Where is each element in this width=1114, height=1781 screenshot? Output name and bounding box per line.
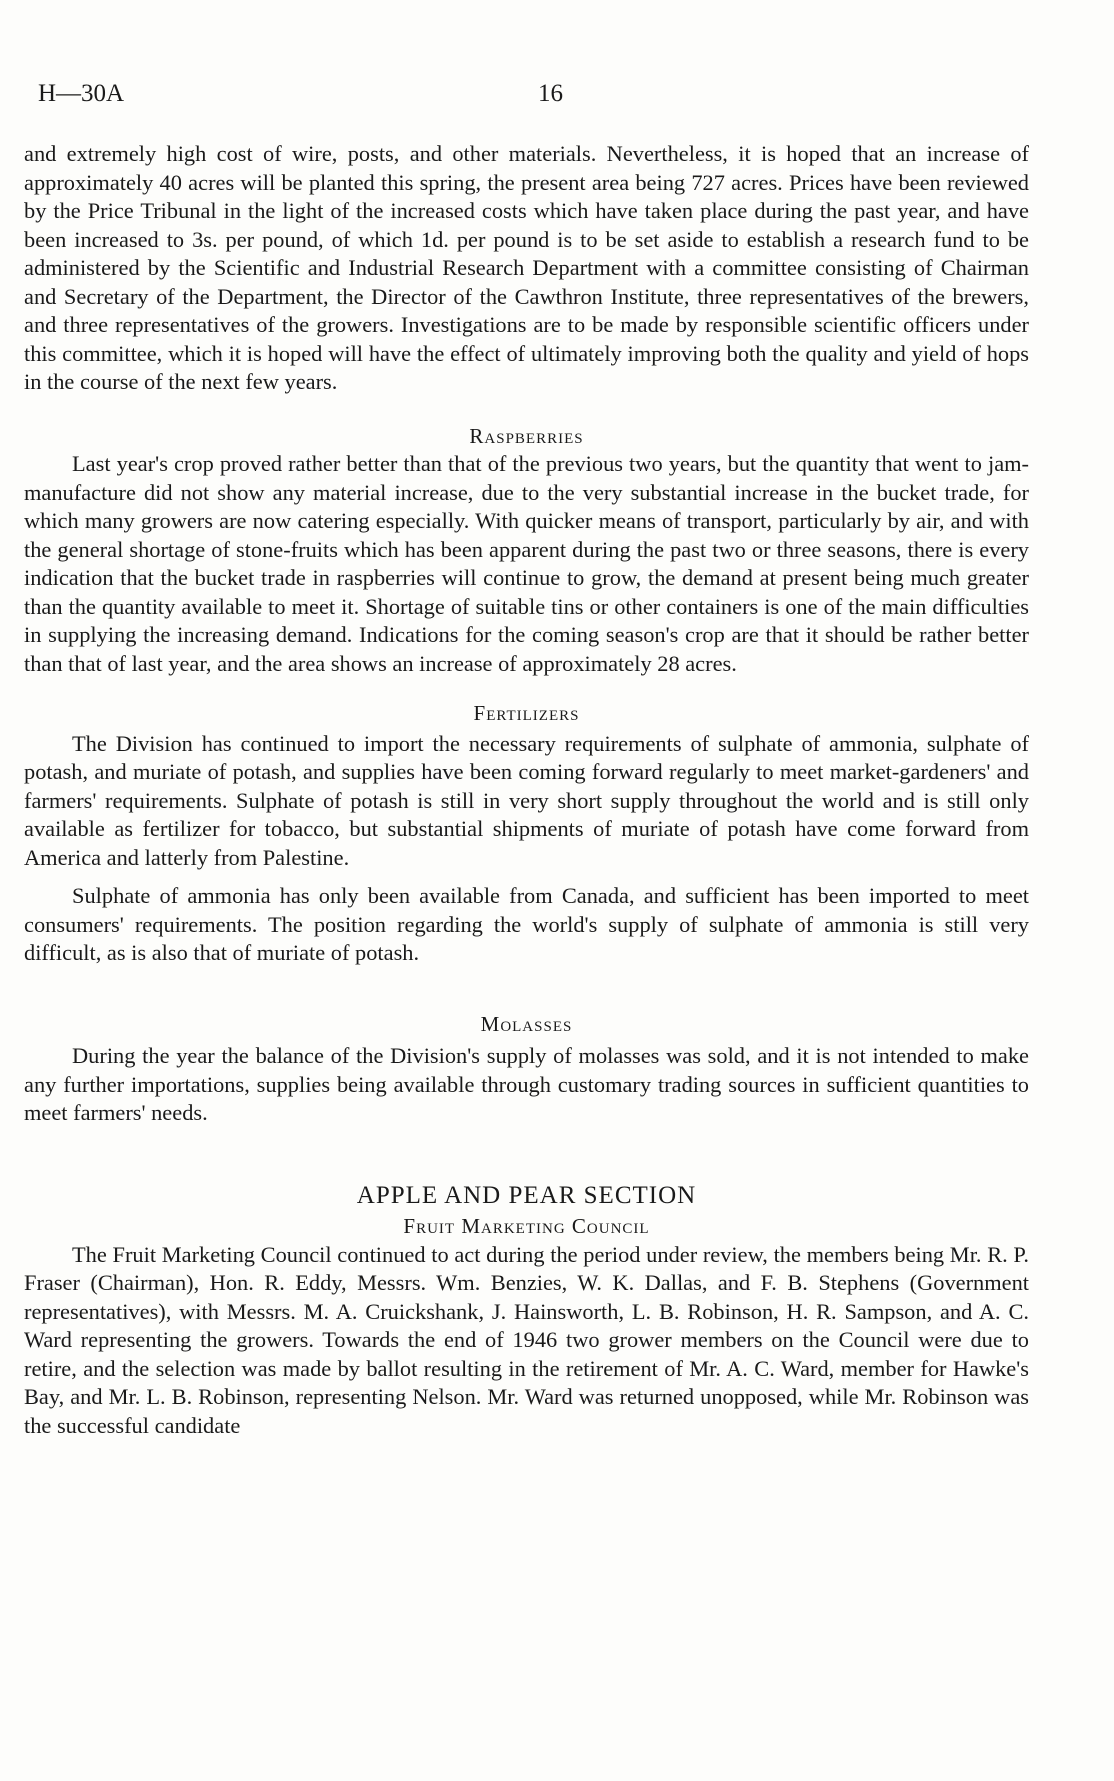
raspberries-paragraph: Last year's crop proved rather better than that of the previous two years, but the quantity that went to jam-manufacture did not show any material increase, due to the very substantial increase in the bucket trade, for which many growers are now catering especially. With quicker means of transport, particularly by air, and with the general shortage of stone-fruits which has been apparent during the past two or three seasons, there is every indication that the bucket trade in raspberries will continue to grow, the demand at present being much greater than the quantity available to meet it. Shortage of suitable tins or other containers is one of the main difficulties in supplying the increasing demand. Indications for the coming season's crop are that it should be rather better than that of last year, and the area shows an increase of approximately 28 acres.	[24, 451, 1029, 676]
document-reference: H—30A	[38, 80, 125, 107]
raspberries-heading: Raspberries	[469, 423, 584, 448]
fruit-marketing-council-heading: Fruit Marketing Council	[403, 1214, 650, 1238]
page-body	[24, 140, 1029, 1440]
molasses-heading: Molasses	[480, 1011, 573, 1036]
fruit-marketing-council-paragraph: The Fruit Marketing Council continued to act during the period under review, the members being Mr. R. P. Fraser (Chairman), Hon. R. Eddy, Messrs. Wm. Benzies, W. K. Dallas, and F. B. Stephens (Government representatives), with Messrs. M. A. Cruickshank, J. Hainsworth, L. B. Robinson, H. R. Sampson, and A. C. Ward representing the growers. Towards the end of 1946 two grower members on the Council were due to retire, and the selection was made by ballot resulting in the retirement of Mr. A. C. Ward, member for Hawke's Bay, and Mr. L. B. Robinson, representing Nelson. Mr. Ward was returned unopposed, while Mr. Robinson was the successful candidate	[24, 1241, 1029, 1438]
page-number: 16	[538, 80, 563, 107]
apple-pear-section-title: APPLE AND PEAR SECTION	[356, 1181, 697, 1209]
fertilizers-heading: Fertilizers	[473, 701, 580, 725]
fertilizers-paragraph-1: The Division has continued to import the necessary requirements of sulphate of ammonia, sulphate of potash, and muriate of potash, and supplies have been coming forward regularly to meet market-gardeners' and farmers' requirements. Sulphate of potash is still in very short supply throughout the world and is still only available as fertilizer for tobacco, but substantial shipments of muriate of potash have come forward from America and latterly from Palestine.	[24, 730, 1029, 870]
page-header	[38, 80, 1038, 110]
fertilizers-paragraph-2: Sulphate of ammonia has only been available from Canada, and sufficient has been imported to meet consumers' requirements. The position regarding the world's supply of sulphate of ammonia is still very difficult, as is also that of muriate of potash.	[24, 883, 1029, 965]
hops-continuation-paragraph: and extremely high cost of wire, posts, and other materials. Nevertheless, it is hoped that an increase of approximately 40 acres will be planted this spring, the present area being 727 acres. Prices have been reviewed by the Price Tribunal in the light of the increased costs which have taken place during the past year, and have been increased to 3s. per pound, of which 1d. per pound is to be set aside to establish a research fund to be administered by the Scientific and Industrial Research Department with a committee consisting of Chairman and Secretary of the Department, the Director of the Cawthron Institute, three representatives of the brewers, and three representatives of the growers. Investigations are to be made by responsible scientific officers under this committee, which it is hoped will have the effect of ultimately improving both the quality and yield of hops in the course of the next few years.	[24, 141, 1029, 394]
molasses-paragraph: During the year the balance of the Division's supply of molasses was sold, and it is not intended to make any further importations, supplies being available through customary trading sources in sufficient quantities to meet farmers' needs.	[24, 1043, 1029, 1125]
